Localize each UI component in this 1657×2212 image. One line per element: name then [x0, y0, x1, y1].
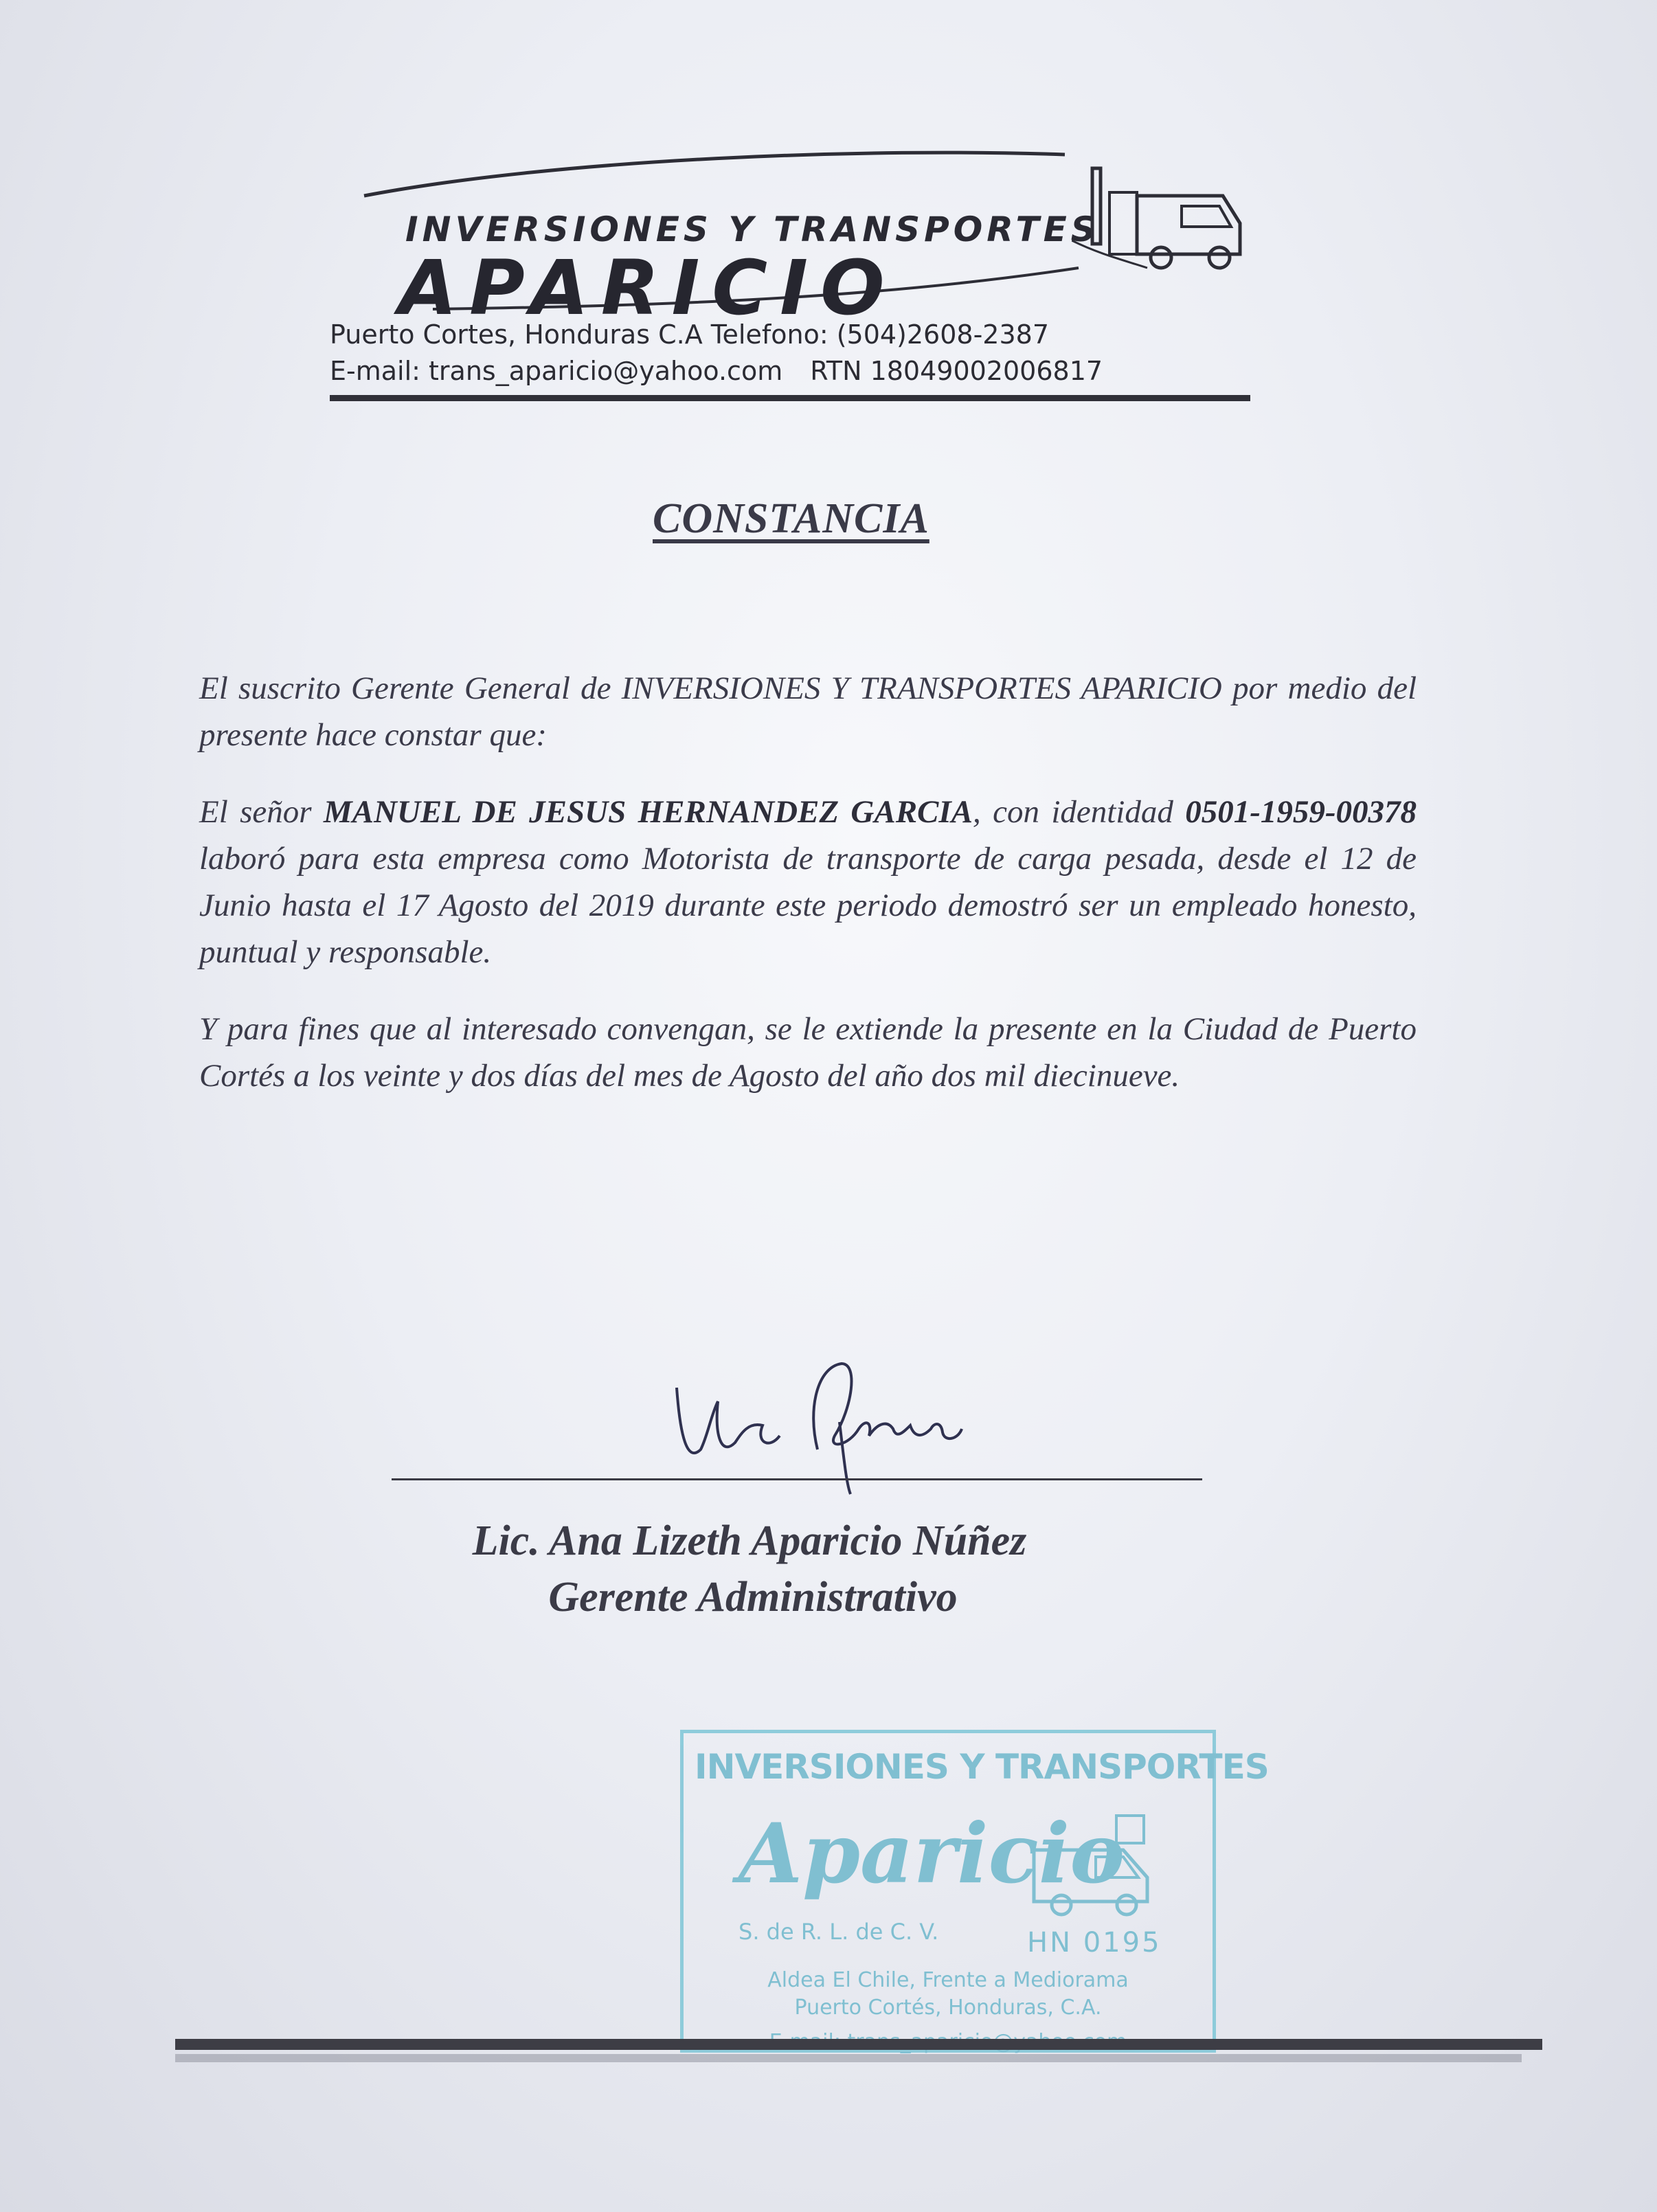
- stamp-legal-form: S. de R. L. de C. V.: [739, 1919, 939, 1945]
- address-phone: Puerto Cortes, Honduras C.A Telefono: (504)2608-2387: [330, 319, 1050, 350]
- handwritten-signature: [660, 1353, 989, 1504]
- letterhead: [323, 144, 1271, 419]
- document-title: CONSTANCIA: [653, 495, 929, 542]
- employee-id: 0501-1959-00378: [1185, 794, 1417, 830]
- company-email: E-mail: trans_aparicio@yahoo.com: [330, 356, 783, 386]
- employee-mid: , con identidad: [973, 794, 1186, 830]
- company-brand: APARICIO: [398, 244, 897, 332]
- truck-icon: [1072, 158, 1257, 275]
- employee-lead: El señor: [199, 794, 324, 830]
- stamp-company: INVERSIONES Y TRANSPORTES: [695, 1747, 1269, 1787]
- body-paragraph-employee: [199, 789, 1417, 975]
- signer-role: Gerente Administrativo: [548, 1574, 958, 1621]
- company-rtn: RTN 18049002006817: [810, 356, 1103, 386]
- stamp-code: HN 0195: [1027, 1927, 1162, 1959]
- stamp-truck-icon: [1020, 1809, 1178, 1919]
- stamp-address-2: Puerto Cortés, Honduras, C.A.: [794, 1996, 1102, 2020]
- stamp-address-1: Aldea El Chile, Frente a Mediorama: [767, 1968, 1129, 1992]
- footer-ghost-rule: [175, 2054, 1522, 2062]
- footer-rule: [175, 2039, 1542, 2050]
- body-paragraph-intro: El suscrito Gerente General de INVERSIONES Y TRANSPORTES APARICIO por medio del presente hace constar que:: [199, 670, 1417, 753]
- company-name: INVERSIONES Y TRANSPORTES: [405, 210, 1100, 249]
- letterhead-rule: [330, 395, 1250, 401]
- email-rtn-line: [330, 356, 1103, 386]
- signer-name: Lic. Ana Lizeth Aparicio Núñez: [472, 1517, 1027, 1564]
- employee-name: MANUEL DE JESUS HERNANDEZ GARCIA: [323, 794, 973, 830]
- body-paragraph-closing: Y para fines que al interesado convengan, se le extiende la presente en la Ciudad de Puerto Cortés a los veinte y dos días del mes de Agosto del año dos mil diecinueve.: [199, 1011, 1417, 1094]
- document-body: [199, 665, 1417, 1129]
- signature-line: [392, 1478, 1202, 1480]
- stamp-brand: Aparicio: [739, 1805, 1125, 1902]
- company-stamp: [680, 1730, 1269, 2053]
- employee-details: laboró para esta empresa como Motorista de transporte de carga pesada, desde el 12 de Junio hasta el 17 Agosto del 2019 durante este periodo demostró ser un empleado honesto, puntual y responsable.: [199, 841, 1417, 970]
